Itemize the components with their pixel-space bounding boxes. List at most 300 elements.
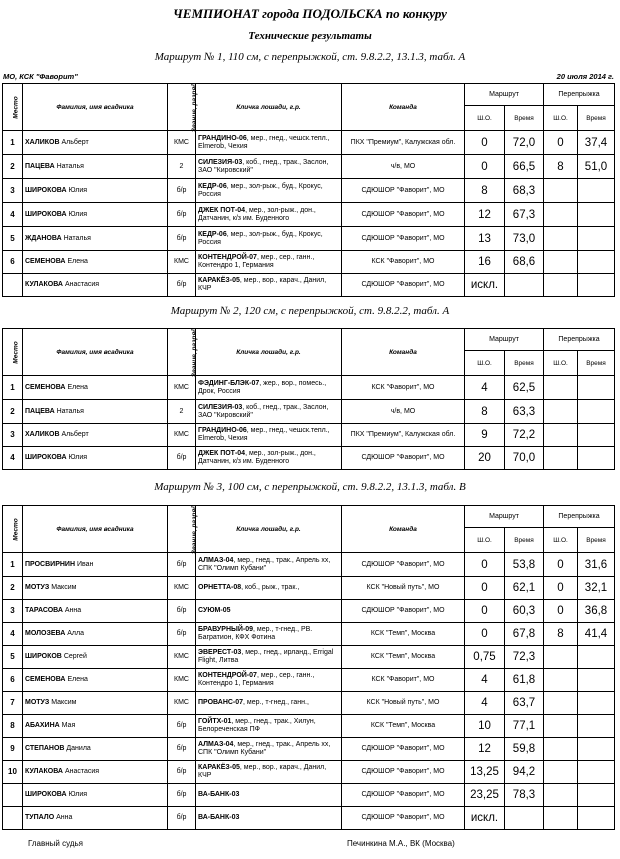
jumpoff-time-cell xyxy=(578,738,615,761)
rank-cell: 2 xyxy=(168,155,196,179)
table-row xyxy=(3,447,615,470)
horse-name: ДЖЕК ПОТ-04 xyxy=(198,450,246,457)
route-time-cell: 72,0 xyxy=(505,131,544,155)
jumpoff-time-cell: 41,4 xyxy=(578,623,615,646)
team-cell: СДЮШОР "Фаворит", МО xyxy=(342,761,465,784)
place-cell: 5 xyxy=(3,646,23,669)
rider-firstname: Анастасия xyxy=(64,768,100,775)
jumpoff-time-cell: 32,1 xyxy=(578,577,615,600)
team-cell: СДЮШОР "Фаворит", МО xyxy=(342,738,465,761)
col-jtime-header: Время xyxy=(578,351,615,376)
team-cell: СДЮШОР "Фаворит", МО xyxy=(342,807,465,830)
route-sho-cell: искл. xyxy=(465,807,505,830)
route-time-cell: 77,1 xyxy=(505,715,544,738)
horse-name: АЛМАЗ-04 xyxy=(198,556,234,564)
col-jumpoff-header: Перепрыжка xyxy=(544,329,615,351)
rank-cell: КМС xyxy=(168,131,196,155)
horse-name: КОНТЕНДРОЙ-07 xyxy=(198,254,257,261)
route-sho-cell: 12 xyxy=(465,738,505,761)
route-sho-cell: 0 xyxy=(465,577,505,600)
col-team-header: Команда xyxy=(342,329,465,376)
route-sho-cell: 8 xyxy=(465,179,505,203)
jumpoff-sho-cell: 0 xyxy=(544,577,578,600)
place-cell xyxy=(3,274,23,297)
table-row xyxy=(3,623,615,646)
col-team-header: Команда xyxy=(342,506,465,553)
horse-cell xyxy=(196,784,342,807)
team-cell: КСК "Темп", Москва xyxy=(342,646,465,669)
rank-cell: б/р xyxy=(168,227,196,251)
rider-firstname: Наталья xyxy=(56,162,84,170)
route-time-cell: 78,3 xyxy=(505,784,544,807)
horse-desc: , мер., гнед., чешск.тепл., Elmerob, Чехия xyxy=(198,134,330,150)
route-time-cell: 61,8 xyxy=(505,669,544,692)
rider-firstname: Юлия xyxy=(68,791,88,798)
col-route-header: Маршрут xyxy=(465,329,544,351)
horse-name: ФЭДИНГ-БЛЭК-07 xyxy=(198,379,260,387)
route-sho-cell: 0 xyxy=(465,623,505,646)
col-route-header: Маршрут xyxy=(465,506,544,528)
rank-cell: б/р xyxy=(168,447,196,470)
judge-label: Главный судья xyxy=(28,839,84,848)
col-time-header: Время xyxy=(505,528,544,553)
team-cell: ч/в, МО xyxy=(342,400,465,424)
rider-lastname: ЖДАНОВА xyxy=(25,234,62,242)
horse-cell xyxy=(196,623,342,646)
route-1-title: Маршрут № 1, 110 см, с перепрыжкой, ст. 9.8.2.2, 13.1.3, табл. А xyxy=(154,51,466,63)
rider-lastname: МОТУЗ xyxy=(25,584,50,591)
table-row xyxy=(3,553,615,577)
horse-cell xyxy=(196,376,342,400)
rider-firstname: Данила xyxy=(66,745,91,752)
horse-name: КАРАКЁЗ-05 xyxy=(198,277,240,284)
rider-firstname: Сергей xyxy=(63,653,87,660)
rank-cell: б/р xyxy=(168,623,196,646)
rank-cell: КМС xyxy=(168,646,196,669)
jumpoff-sho-cell xyxy=(544,376,578,400)
rider-firstname: Юлия xyxy=(68,210,88,218)
horse-desc: , мер., вор., карач., Данил, КЧР xyxy=(198,764,327,779)
table-row xyxy=(3,400,615,424)
rider-cell xyxy=(23,251,168,274)
route-sho-cell: 12 xyxy=(465,203,505,227)
jumpoff-sho-cell xyxy=(544,807,578,830)
page-subtitle: Технические результаты xyxy=(248,30,372,42)
horse-cell xyxy=(196,400,342,424)
rider-cell xyxy=(23,553,168,577)
table-row xyxy=(3,715,615,738)
horse-cell xyxy=(196,669,342,692)
jumpoff-sho-cell: 8 xyxy=(544,623,578,646)
horse-name: КЕДР-06 xyxy=(198,182,227,190)
rider-cell xyxy=(23,692,168,715)
rider-cell xyxy=(23,227,168,251)
rider-firstname: Анна xyxy=(56,814,73,821)
route-time-cell: 63,7 xyxy=(505,692,544,715)
jumpoff-sho-cell xyxy=(544,179,578,203)
jumpoff-sho-cell: 0 xyxy=(544,553,578,577)
col-rank-header: Звание, разряд xyxy=(168,506,196,553)
col-rider-header: Фамилия, имя всадника xyxy=(23,329,168,376)
horse-cell xyxy=(196,577,342,600)
rider-lastname: СЕМЕНОВА xyxy=(25,383,66,391)
rider-lastname: СТЕПАНОВ xyxy=(25,745,65,752)
table-row xyxy=(3,577,615,600)
horse-desc: , мер., зол-рыж., буд., Крокус, Россия xyxy=(198,230,323,246)
team-cell: КСК "Фаворит", МО xyxy=(342,251,465,274)
horse-name: ГРАНДИНО-06 xyxy=(198,427,247,434)
team-cell: СДЮШОР "Фаворит", МО xyxy=(342,227,465,251)
rider-lastname: ХАЛИКОВ xyxy=(25,138,60,146)
jumpoff-time-cell: 31,6 xyxy=(578,553,615,577)
rider-lastname: МОЛОЗЕВА xyxy=(25,630,66,637)
col-time-header: Время xyxy=(505,351,544,376)
horse-cell xyxy=(196,646,342,669)
team-cell: КСК "Новый путь", МО xyxy=(342,577,465,600)
rider-cell xyxy=(23,400,168,424)
horse-cell xyxy=(196,424,342,447)
rider-lastname: ШИРОКОВА xyxy=(25,186,67,194)
route-time-cell: 68,3 xyxy=(505,179,544,203)
rider-cell xyxy=(23,715,168,738)
jumpoff-sho-cell xyxy=(544,715,578,738)
place-cell: 3 xyxy=(3,424,23,447)
rider-cell xyxy=(23,424,168,447)
place-cell: 4 xyxy=(3,203,23,227)
rank-cell: б/р xyxy=(168,274,196,297)
table-row xyxy=(3,376,615,400)
rider-firstname: Альберт xyxy=(61,138,89,146)
horse-desc: , мер., зол-рыж., дон., Датчанин, к/з им. Буденного xyxy=(198,206,316,222)
col-jumpoff-header: Перепрыжка xyxy=(544,506,615,528)
horse-cell xyxy=(196,131,342,155)
rider-cell xyxy=(23,761,168,784)
horse-desc: , мер., сер., ганн., Контендро 1, Германия xyxy=(198,254,315,269)
team-cell: СДЮШОР "Фаворит", МО xyxy=(342,600,465,623)
table-row xyxy=(3,761,615,784)
jumpoff-sho-cell xyxy=(544,646,578,669)
jumpoff-sho-cell xyxy=(544,203,578,227)
col-place-header: Место xyxy=(3,506,23,553)
horse-desc: , коб., рыж., трак., xyxy=(241,584,300,591)
rank-cell: КМС xyxy=(168,692,196,715)
team-cell: КСК "Фаворит", МО xyxy=(342,669,465,692)
team-cell: СДЮШОР "Фаворит", МО xyxy=(342,784,465,807)
place-cell xyxy=(3,784,23,807)
rider-cell xyxy=(23,784,168,807)
route-sho-cell: 0,75 xyxy=(465,646,505,669)
rider-cell xyxy=(23,179,168,203)
rank-cell: б/р xyxy=(168,784,196,807)
horse-cell xyxy=(196,807,342,830)
rider-firstname: Анна xyxy=(64,607,82,614)
rank-cell: КМС xyxy=(168,669,196,692)
route-sho-cell: 20 xyxy=(465,447,505,470)
rider-cell xyxy=(23,447,168,470)
place-cell: 2 xyxy=(3,400,23,424)
table-row xyxy=(3,600,615,623)
rider-lastname: КУЛАКОВА xyxy=(25,768,63,775)
horse-cell xyxy=(196,553,342,577)
rider-cell xyxy=(23,623,168,646)
rider-cell xyxy=(23,669,168,692)
team-cell: СДЮШОР "Фаворит", МО xyxy=(342,179,465,203)
jumpoff-sho-cell xyxy=(544,761,578,784)
horse-name: ДЖЕК ПОТ-04 xyxy=(198,206,246,214)
rider-lastname: СЕМЕНОВА xyxy=(25,258,66,265)
rider-cell xyxy=(23,131,168,155)
horse-cell xyxy=(196,738,342,761)
rider-lastname: ТУПАЛО xyxy=(25,814,55,821)
place-cell: 1 xyxy=(3,553,23,577)
route-time-cell: 67,8 xyxy=(505,623,544,646)
page-title: ЧЕМПИОНАТ города ПОДОЛЬСКА по конкуру xyxy=(173,6,447,21)
jumpoff-time-cell xyxy=(578,669,615,692)
horse-name: ВА-БАНК-03 xyxy=(198,791,240,798)
route-sho-cell: 4 xyxy=(465,669,505,692)
rider-lastname: КУЛАКОВА xyxy=(25,281,63,288)
rank-cell: б/р xyxy=(168,715,196,738)
col-rider-header: Фамилия, имя всадника xyxy=(23,506,168,553)
team-cell: КСК "Фаворит", МО xyxy=(342,376,465,400)
horse-name: СУЮМ-05 xyxy=(198,607,231,614)
route-time-cell: 60,3 xyxy=(505,600,544,623)
horse-name: ПРОВАНС-07 xyxy=(198,699,244,706)
jumpoff-sho-cell xyxy=(544,669,578,692)
route-3-table xyxy=(2,505,615,830)
horse-cell xyxy=(196,251,342,274)
route-time-cell: 67,3 xyxy=(505,203,544,227)
jumpoff-sho-cell: 0 xyxy=(544,600,578,623)
place-cell: 3 xyxy=(3,179,23,203)
place-cell: 4 xyxy=(3,623,23,646)
place-cell: 7 xyxy=(3,692,23,715)
horse-name: КЕДР-06 xyxy=(198,230,227,238)
horse-desc: , коб., гнед., трак., Заслон, ЗАО "Кировский" xyxy=(198,403,329,419)
rider-lastname: МОТУЗ xyxy=(25,699,50,706)
rank-cell: КМС xyxy=(168,424,196,447)
horse-name: ГОЙТХ-01 xyxy=(198,718,232,725)
horse-desc: , мер., вор., карач., Данил, КЧР xyxy=(198,277,327,292)
horse-name: БРАВУРНЫЙ-09 xyxy=(198,626,254,633)
horse-desc: , жер., вор., помесь., Дрок, Россия xyxy=(198,379,327,395)
col-rider-header: Фамилия, имя всадника xyxy=(23,84,168,131)
horse-cell xyxy=(196,692,342,715)
horse-cell xyxy=(196,179,342,203)
team-cell: КСК "Темп", Москва xyxy=(342,715,465,738)
rider-firstname: Наталья xyxy=(56,407,84,415)
jumpoff-time-cell xyxy=(578,400,615,424)
horse-name: АЛМАЗ-04 xyxy=(198,741,234,748)
route-time-cell: 68,6 xyxy=(505,251,544,274)
table-row xyxy=(3,203,615,227)
rank-cell: б/р xyxy=(168,203,196,227)
col-jtime-header: Время xyxy=(578,528,615,553)
jumpoff-time-cell xyxy=(578,227,615,251)
rider-firstname: Юлия xyxy=(68,186,88,194)
rider-cell xyxy=(23,577,168,600)
table-row xyxy=(3,424,615,447)
table-row xyxy=(3,692,615,715)
horse-desc: , мер., гнед., трак., Хилун, Белореченская ПФ xyxy=(198,718,316,733)
jumpoff-time-cell xyxy=(578,715,615,738)
horse-name: ОРНЕТТА-08 xyxy=(198,584,242,591)
rider-lastname: ПАЦЕВА xyxy=(25,407,55,415)
col-jtime-header: Время xyxy=(578,106,615,131)
team-cell: СДЮШОР "Фаворит", МО xyxy=(342,447,465,470)
route-time-cell: 94,2 xyxy=(505,761,544,784)
team-cell: СДЮШОР "Фаворит", МО xyxy=(342,274,465,297)
rider-firstname: Максим xyxy=(51,699,77,706)
rider-cell xyxy=(23,203,168,227)
table-row xyxy=(3,179,615,203)
route-sho-cell: 0 xyxy=(465,131,505,155)
jumpoff-sho-cell xyxy=(544,738,578,761)
rider-lastname: СЕМЕНОВА xyxy=(25,676,66,683)
col-horse-header: Кличка лошади, г.р. xyxy=(196,84,342,131)
place-cell: 9 xyxy=(3,738,23,761)
col-horse-header: Кличка лошади, г.р. xyxy=(196,506,342,553)
rider-firstname: Алла xyxy=(67,630,84,637)
horse-name: СИЛЕЗИЯ-03 xyxy=(198,403,243,411)
col-rank-header: Звание, разряд xyxy=(168,329,196,376)
jumpoff-time-cell: 51,0 xyxy=(578,155,615,179)
rank-cell: КМС xyxy=(168,376,196,400)
route-time-cell: 59,8 xyxy=(505,738,544,761)
rider-firstname: Елена xyxy=(67,383,88,391)
jumpoff-sho-cell xyxy=(544,784,578,807)
route-sho-cell: 0 xyxy=(465,600,505,623)
route-sho-cell: 23,25 xyxy=(465,784,505,807)
route-sho-cell: 13,25 xyxy=(465,761,505,784)
horse-desc: , мер., гнед., трак., Апрель хх, СПК "Олимп Кубани" xyxy=(198,556,331,572)
rank-cell: б/р xyxy=(168,738,196,761)
route-time-cell: 72,3 xyxy=(505,646,544,669)
rank-cell: 2 xyxy=(168,400,196,424)
table-row xyxy=(3,274,615,297)
rider-lastname: ПРОСВИРНИН xyxy=(25,560,76,568)
route-time-cell: 73,0 xyxy=(505,227,544,251)
route-time-cell: 72,2 xyxy=(505,424,544,447)
horse-cell xyxy=(196,274,342,297)
col-jsho-header: Ш.О. xyxy=(544,351,578,376)
jumpoff-time-cell xyxy=(578,424,615,447)
jumpoff-sho-cell xyxy=(544,274,578,297)
team-cell: КСК "Темп", Москва xyxy=(342,623,465,646)
date-label: 20 июля 2014 г. xyxy=(556,72,614,81)
horse-cell xyxy=(196,761,342,784)
rider-firstname: Максим xyxy=(51,584,77,591)
route-time-cell: 63,3 xyxy=(505,400,544,424)
rank-cell: б/р xyxy=(168,179,196,203)
horse-name: СИЛЕЗИЯ-03 xyxy=(198,158,243,166)
horse-cell xyxy=(196,600,342,623)
jumpoff-time-cell: 37,4 xyxy=(578,131,615,155)
horse-name: ЭВЕРЕСТ-03 xyxy=(198,649,242,656)
col-rank-header: Звание, разряд xyxy=(168,84,196,131)
table-row xyxy=(3,646,615,669)
route-sho-cell: искл. xyxy=(465,274,505,297)
rank-cell: б/р xyxy=(168,553,196,577)
rank-cell: КМС xyxy=(168,251,196,274)
team-cell: КСК "Новый путь", МО xyxy=(342,692,465,715)
place-cell: 10 xyxy=(3,761,23,784)
rider-firstname: Наталья xyxy=(63,234,91,242)
route-time-cell xyxy=(505,807,544,830)
rider-lastname: ТАРАСОВА xyxy=(25,607,63,614)
jumpoff-time-cell xyxy=(578,376,615,400)
col-sho-header: Ш.О. xyxy=(465,528,505,553)
place-cell: 2 xyxy=(3,577,23,600)
col-sho-header: Ш.О. xyxy=(465,351,505,376)
jumpoff-sho-cell xyxy=(544,251,578,274)
horse-cell xyxy=(196,447,342,470)
rank-cell: б/р xyxy=(168,761,196,784)
place-cell: 3 xyxy=(3,600,23,623)
jumpoff-time-cell xyxy=(578,761,615,784)
col-time-header: Время xyxy=(505,106,544,131)
rank-cell: б/р xyxy=(168,600,196,623)
table-row xyxy=(3,227,615,251)
rank-cell: КМС xyxy=(168,577,196,600)
table-row xyxy=(3,155,615,179)
place-cell: 6 xyxy=(3,669,23,692)
rider-cell xyxy=(23,155,168,179)
place-cell: 2 xyxy=(3,155,23,179)
jumpoff-sho-cell xyxy=(544,227,578,251)
route-time-cell xyxy=(505,274,544,297)
rider-firstname: Мая xyxy=(61,722,76,729)
jumpoff-time-cell xyxy=(578,692,615,715)
horse-desc: , мер., зол-рыж., буд., Крокус, Россия xyxy=(198,182,323,198)
col-jumpoff-header: Перепрыжка xyxy=(544,84,615,106)
jumpoff-time-cell xyxy=(578,784,615,807)
rider-firstname: Елена xyxy=(67,258,88,265)
route-sho-cell: 0 xyxy=(465,155,505,179)
route-sho-cell: 4 xyxy=(465,376,505,400)
col-jsho-header: Ш.О. xyxy=(544,528,578,553)
route-2-table xyxy=(2,328,615,470)
col-team-header: Команда xyxy=(342,84,465,131)
route-sho-cell: 16 xyxy=(465,251,505,274)
horse-name: КАРАКЁЗ-05 xyxy=(198,764,240,771)
rider-firstname: Елена xyxy=(67,676,88,683)
jumpoff-sho-cell xyxy=(544,424,578,447)
table-row xyxy=(3,738,615,761)
horse-desc: , мер., зол-рыж., дон., Датчанин, к/з им. Буденного xyxy=(198,450,316,465)
rider-firstname: Юлия xyxy=(68,454,88,461)
rider-lastname: ШИРОКОВ xyxy=(25,653,62,660)
col-sho-header: Ш.О. xyxy=(465,106,505,131)
horse-cell xyxy=(196,715,342,738)
horse-desc: , мер., гнед., чешск.тепл., Elmerob, Чехия xyxy=(198,427,330,442)
rider-lastname: ШИРОКОВА xyxy=(25,454,67,461)
rider-cell xyxy=(23,600,168,623)
rider-cell xyxy=(23,646,168,669)
table-row xyxy=(3,131,615,155)
jumpoff-sho-cell xyxy=(544,447,578,470)
place-cell: 6 xyxy=(3,251,23,274)
jumpoff-sho-cell xyxy=(544,400,578,424)
jumpoff-time-cell xyxy=(578,447,615,470)
jumpoff-sho-cell xyxy=(544,692,578,715)
rank-cell: б/р xyxy=(168,807,196,830)
place-cell: 1 xyxy=(3,376,23,400)
horse-desc: , мер., т-гнед., ганн., xyxy=(243,699,309,706)
route-time-cell: 70,0 xyxy=(505,447,544,470)
col-place-header: Место xyxy=(3,329,23,376)
team-cell: ПКХ "Премиум", Калужская обл. xyxy=(342,131,465,155)
